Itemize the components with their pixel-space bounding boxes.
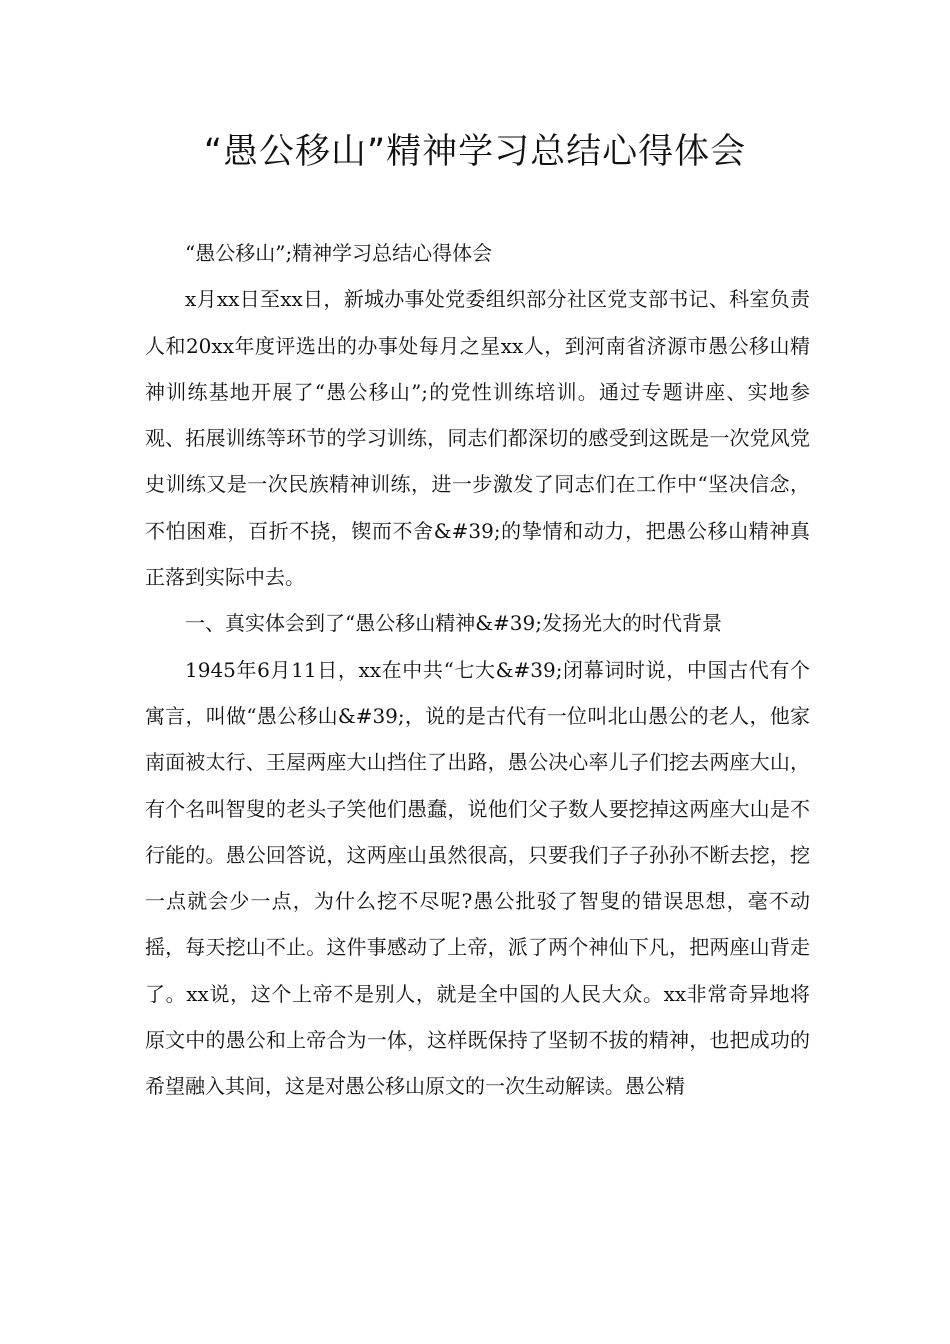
document-title: “愚公移山”精神学习总结心得体会 xyxy=(203,132,747,172)
document-body xyxy=(145,230,810,1110)
body-paragraph: x月xx日至xx日，新城办事处党委组织部分社区党支部书记、科室负责人和20xx年度评选出的办事处每月之星xx人，到河南省济源市愚公移山精神训练基地开展了“愚公移山”;的党性训练培训。通过专题讲座、实地参观、拓展训练等环节的学习训练，同志们都深切的感受到这既是一次党风党史训练又是一次民族精神训练，进一步激发了同志们在工作中“坚决信念，不怕困难，百折不挠，锲而不舍&#39;的挚情和动力，把愚公移山精神真正落到实际中去。 xyxy=(145,287,810,590)
subtitle-paragraph: “愚公移山”;精神学习总结心得体会 xyxy=(185,241,493,265)
section-heading: 一、真实体会到了“愚公移山精神&#39;发扬光大的时代背景 xyxy=(185,611,722,636)
body-paragraph: 1945年6月11日，xx在中共“七大&#39;闭幕词时说，中国古代有个寓言，叫做“愚公移山&#39;，说的是古代有一位叫北山愚公的老人，他家南面被太行、王屋两座大山挡住了出路，愚公决心率儿子们挖去两座大山，有个名叫智叟的老头子笑他们愚蠢，说他们父子数人要挖掉这两座大山是不行能的。愚公回答说，这两座山虽然很高，只要我们子子孙孙不断去挖，挖一点就会少一点，为什么挖不尽呢?愚公批驳了智叟的错误思想，毫不动摇，每天挖山不止。这件事感动了上帝，派了两个神仙下凡，把两座山背走了。xx说，这个上帝不是别人，就是全中国的人民大众。xx非常奇异地将原文中的愚公和上帝合为一体，这样既保持了坚韧不拔的精神，也把成功的希望融入其间，这是对愚公移山原文的一次生动解读。愚公精 xyxy=(145,657,810,1099)
